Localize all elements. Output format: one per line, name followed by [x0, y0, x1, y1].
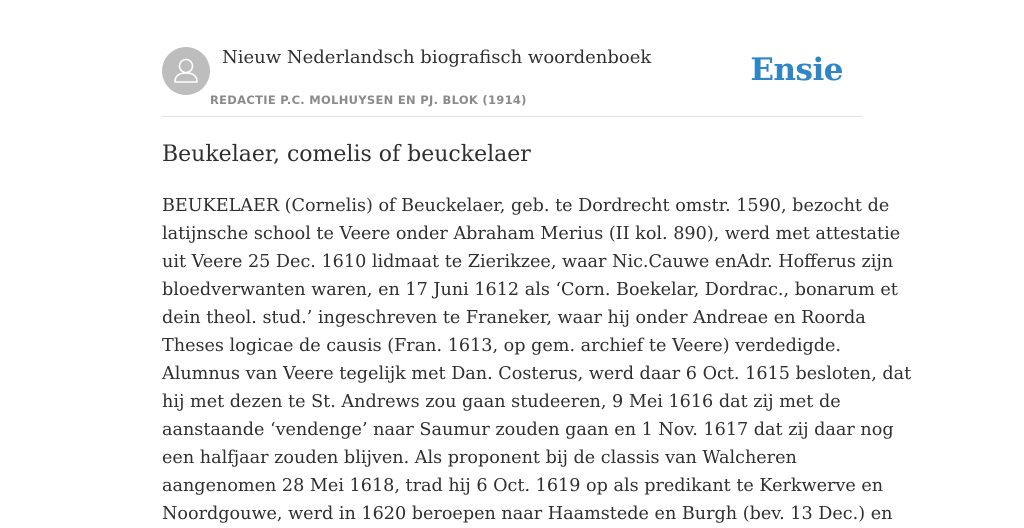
article-title: Beukelaer, comelis of beuckelaer: [162, 142, 531, 167]
body-line: een halfjaar zouden blijven. Als proponent bij de classis van Walcheren: [162, 448, 797, 468]
article-body: [162, 192, 912, 528]
body-line: Noordgouwe, werd in 1620 beroepen naar Haamstede en Burgh (bev. 13 Dec.) en: [162, 504, 893, 524]
body-line: Theses logicae de causis (Fran. 1613, op gem. archief te Veere) verdedigde.: [162, 336, 841, 356]
avatar[interactable]: [162, 47, 210, 95]
body-line: Alumnus van Veere tegelijk met Dan. Costerus, werd daar 6 Oct. 1615 besloten, dat: [162, 364, 912, 384]
body-line: BEUKELAER (Cornelis) of Beuckelaer, geb. te Dordrecht omstr. 1590, bezocht de: [162, 196, 890, 216]
source-title[interactable]: Nieuw Nederlandsch biografisch woordenboek: [222, 47, 652, 68]
body-line: latijnsche school te Veere onder Abraham Merius (II kol. 890), werd met attestatie: [162, 224, 901, 244]
body-line: uit Veere 25 Dec. 1610 lidmaat te Zierikzee, waar Nic.Cauwe enAdr. Hofferus zijn: [162, 252, 894, 272]
source-editors: REDACTIE P.C. MOLHUYSEN EN PJ. BLOK (1914): [210, 93, 527, 107]
body-line: aanstaande ‘vendenge’ naar Saumur zouden gaan en 1 Nov. 1617 dat zij daar nog: [162, 420, 894, 440]
brand-logo[interactable]: Ensie: [750, 52, 843, 88]
body-line: bloedverwanten waren, en 17 Juni 1612 als ‘Corn. Boekelar, Dordrac., bonarum et: [162, 280, 898, 300]
body-line: aangenomen 28 Mei 1618, trad hij 6 Oct. 1619 op als predikant te Kerkwerve en: [162, 476, 884, 496]
body-line: hij met dezen te St. Andrews zou gaan studeeren, 9 Mei 1616 dat zij met de: [162, 392, 841, 412]
body-line: dein theol. stud.’ ingeschreven te Franeker, waar hij onder Andreae en Roorda: [162, 308, 866, 328]
user-placeholder-icon: [162, 47, 210, 95]
source-header: [162, 46, 862, 117]
